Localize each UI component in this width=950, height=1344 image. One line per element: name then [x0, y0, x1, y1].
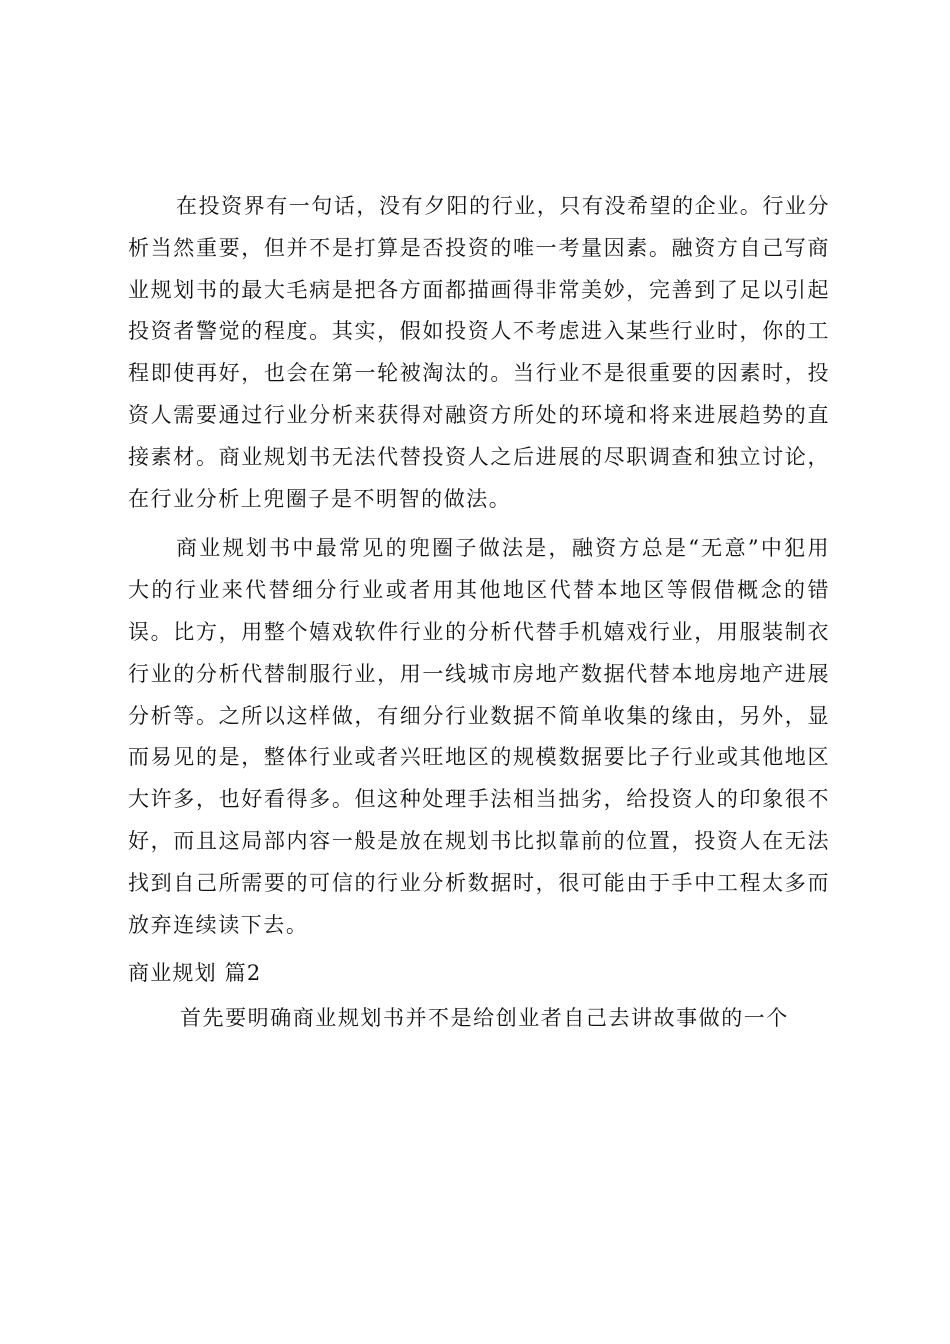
document-body: [128, 186, 830, 1040]
paragraph-section-start: 首先要明确商业规划书并不是给创业者自己去讲故事做的一个: [180, 1006, 789, 1031]
paragraph-industry-analysis: 在投资界有一句话，没有夕阳的行业，只有没希望的企业。行业分析当然重要，但并不是打算是否投资的唯一考量因素。融资方自己写商业规划书的最大毛病是把各方面都描画得非常美妙，完善到了足以引起投资者警觉的程度。其实，假如投资人不考虑进入某些行业时，你的工程即使再好，也会在第一轮被淘汰的。当行业不是很重要的因素时，投资人需要通过行业分析来获得对融资方所处的环境和将来进展趋势的直接素材。商业规划书无法代替投资人之后进展的尽职调查和独立讨论，在行业分析上兜圈子是不明智的做法。: [128, 194, 830, 511]
paragraph-common-mistakes: 商业规划书中最常见的兜圈子做法是，融资方总是“无意”中犯用大的行业来代替细分行业或者用其他地区代替本地区等假借概念的错误。比方，用整个嬉戏软件行业的分析代替手机嬉戏行业，用服装制衣行业的分析代替制服行业，用一线城市房地产数据代替本地房地产进展分析等。之所以这样做，有细分行业数据不简单收集的缘由，另外，显而易见的是，整体行业或者兴旺地区的规模数据要比子行业或其他地区大许多，也好看得多。但这种处理手法相当拙劣，给投资人的印象很不好，而且这局部内容一般是放在规划书比拟靠前的位置，投资人在无法找到自己所需要的可信的行业分析数据时，很可能由于手中工程太多而放弃连续读下去。: [128, 536, 830, 937]
section-heading: 商业规划 篇2: [128, 961, 262, 986]
